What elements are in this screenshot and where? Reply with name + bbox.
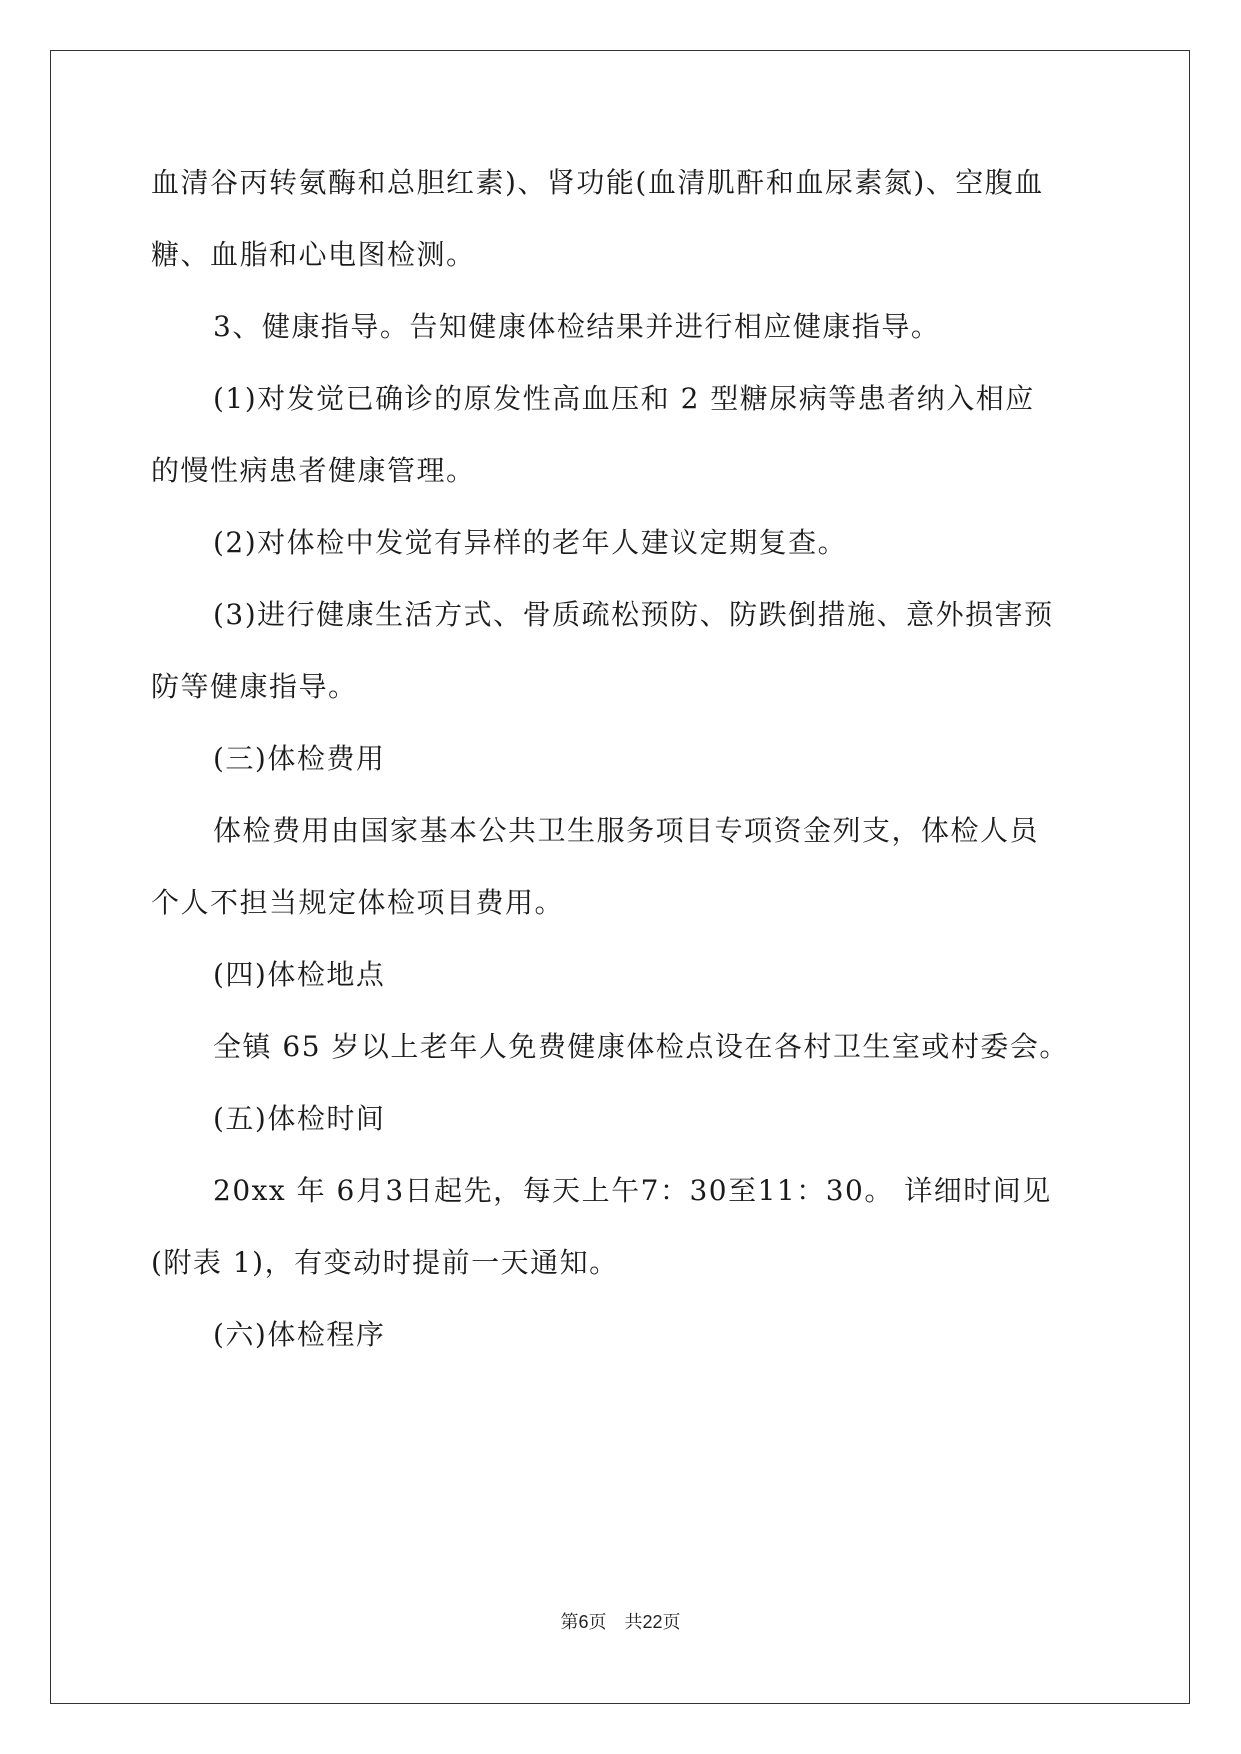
text-line: 体检费用由国家基本公共卫生服务项目专项资金列支，体检人员	[213, 814, 1040, 847]
text-line: (3)进行健康生活方式、骨质疏松预防、防跌倒措施、意外损害预	[213, 598, 1054, 631]
text-line: 全镇 65 岁以上老年人免费健康体检点设在各村卫生室或村委会。	[213, 1030, 1069, 1063]
text-line: 个人不担当规定体检项目费用。	[151, 886, 565, 919]
text-line: (1)对发觉已确诊的原发性高血压和 2 型糖尿病等患者纳入相应	[213, 382, 1035, 415]
text-line: (2)对体检中发觉有异样的老年人建议定期复查。	[213, 526, 848, 559]
page-number: 第6页	[560, 1612, 607, 1632]
section-heading: (五)体检时间	[213, 1102, 386, 1135]
page-total: 共22页	[624, 1612, 681, 1632]
text-line: 20xx 年 6月3日起先，每天上午7：30至11：30。 详细时间见	[213, 1174, 1052, 1207]
text-line: 的慢性病患者健康管理。	[151, 454, 476, 487]
section-heading: (六)体检程序	[213, 1318, 386, 1351]
page-footer	[0, 1608, 1241, 1634]
text-line: 3、健康指导。告知健康体检结果并进行相应健康指导。	[213, 310, 941, 343]
text-line: 防等健康指导。	[151, 670, 358, 703]
text-line: (附表 1)，有变动时提前一天通知。	[151, 1246, 619, 1279]
page-border	[50, 50, 1190, 1704]
text-line: 糖、血脂和心电图检测。	[151, 238, 476, 271]
section-heading: (三)体检费用	[213, 742, 386, 775]
section-heading: (四)体检地点	[213, 958, 386, 991]
text-line: 血清谷丙转氨酶和总胆红素)、肾功能(血清肌酐和血尿素氮)、空腹血	[151, 166, 1044, 199]
